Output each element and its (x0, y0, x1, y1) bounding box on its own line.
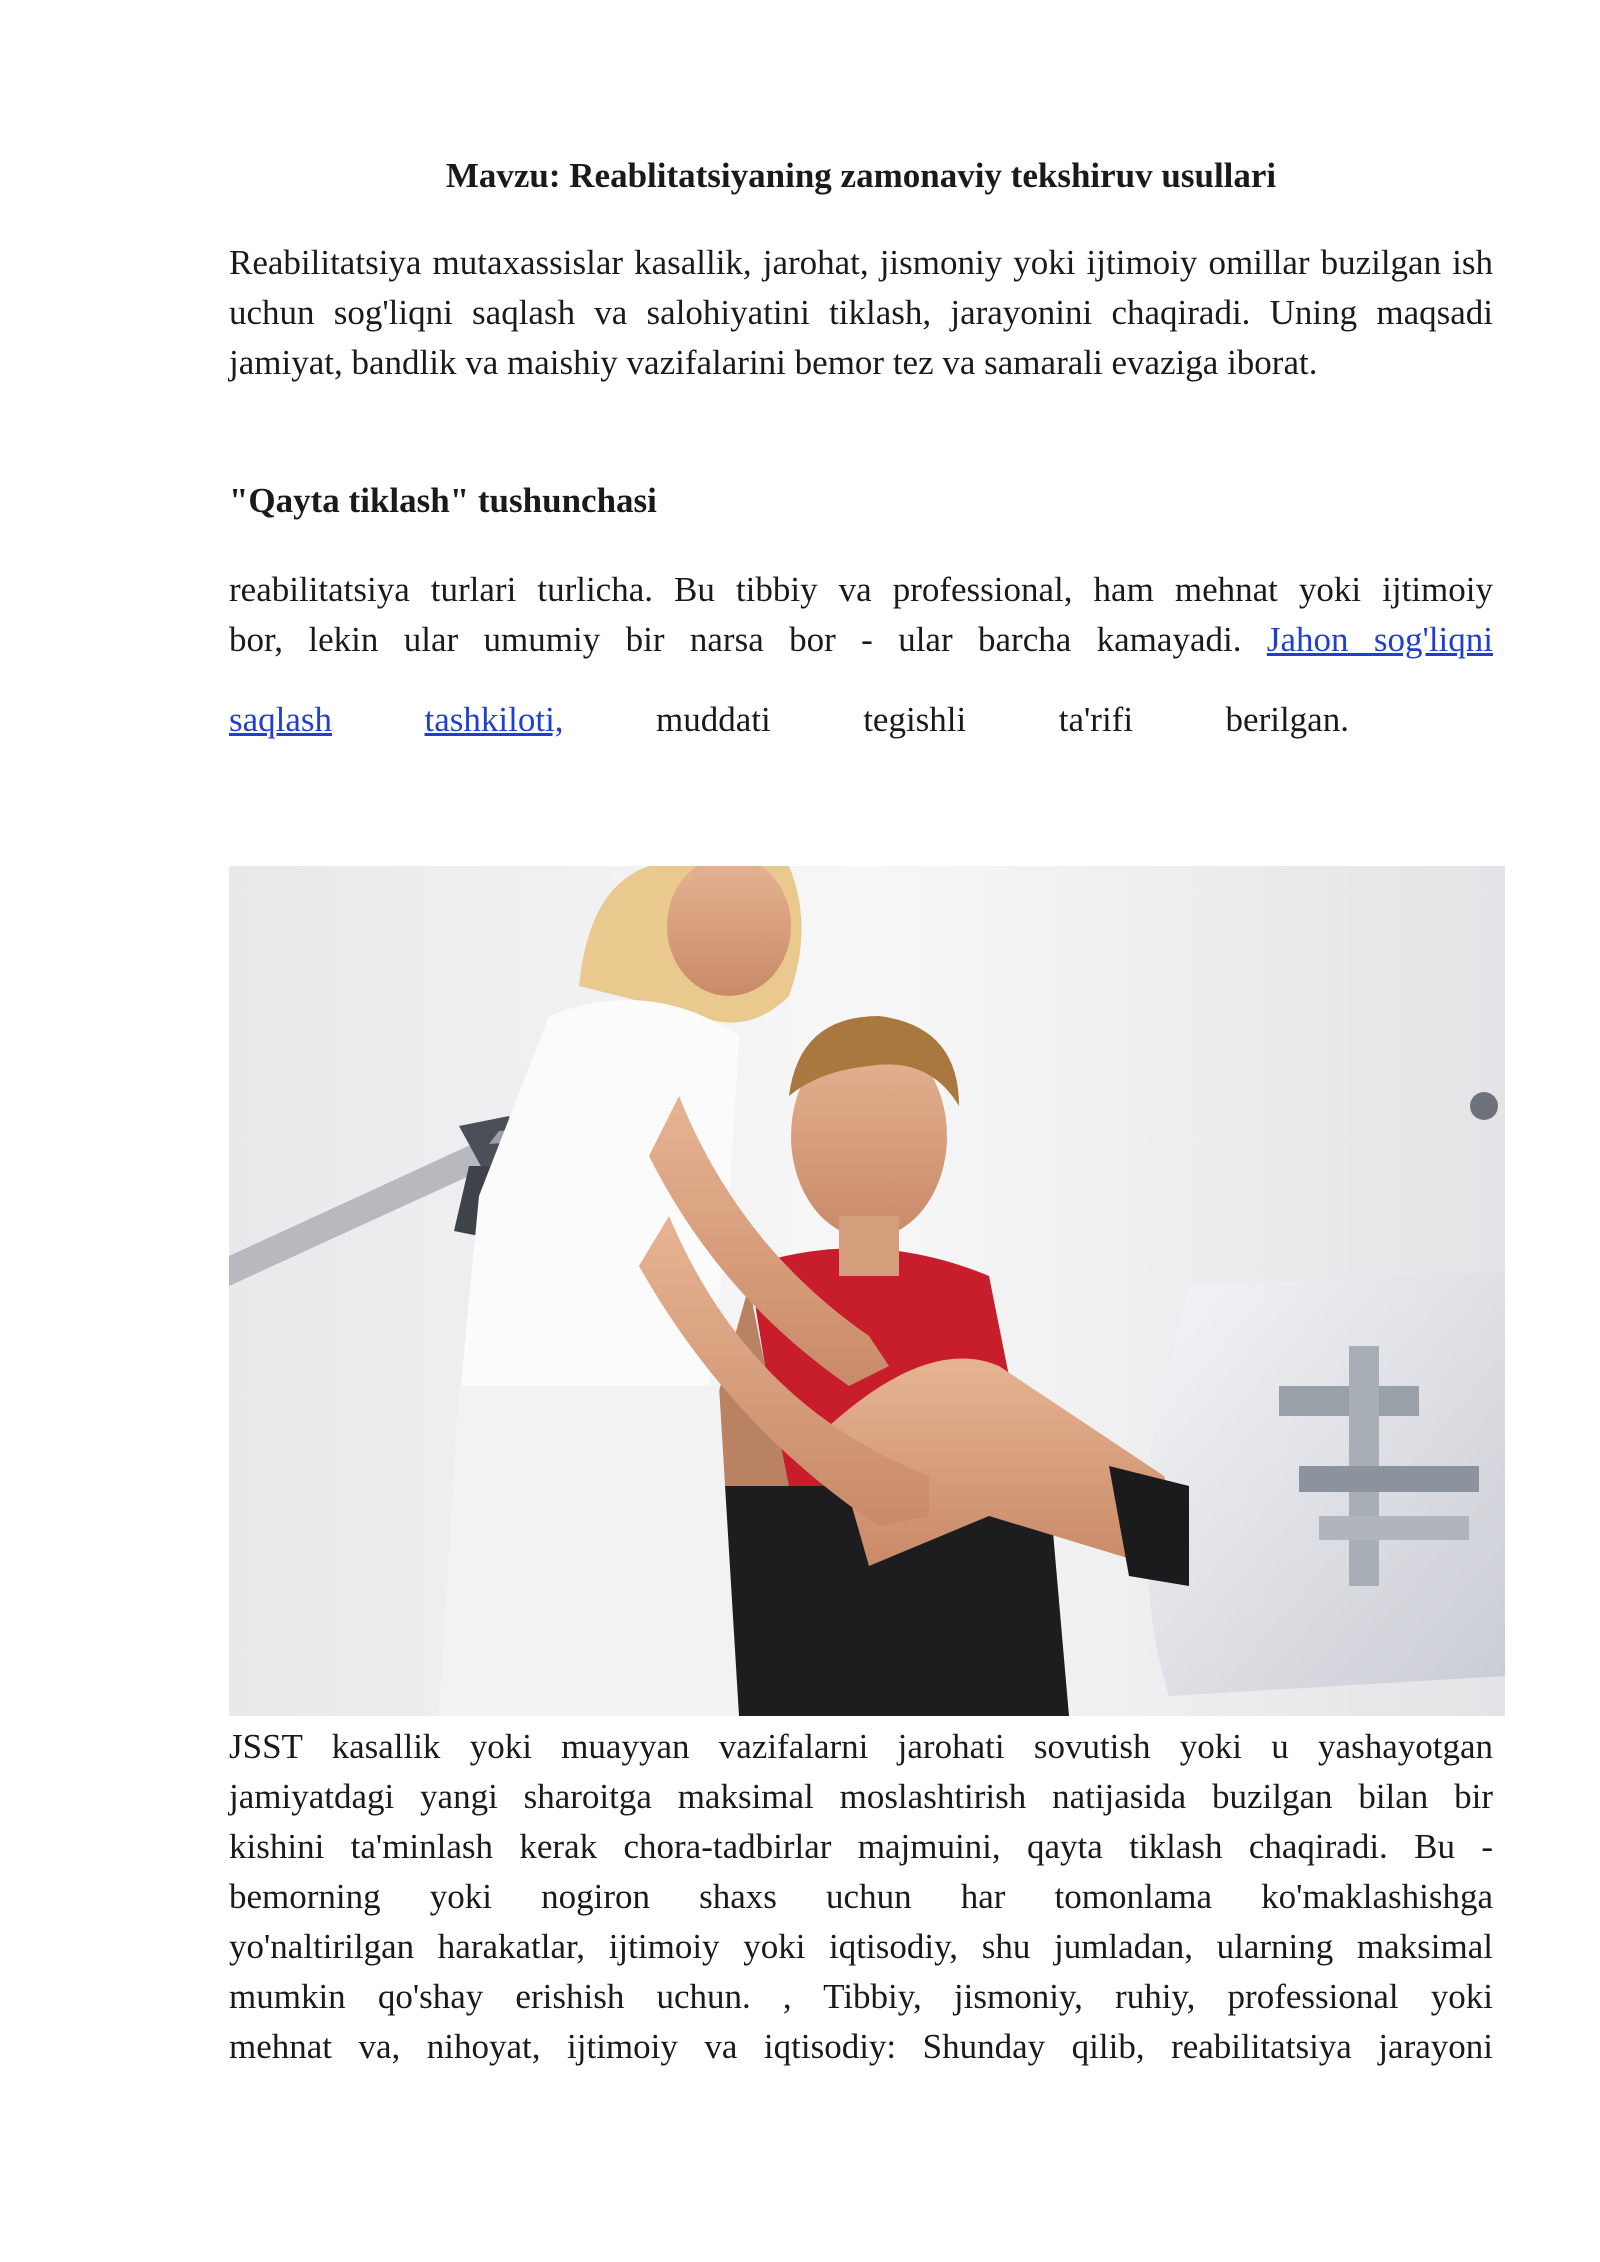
paragraph-line: reabilitatsiya turlari turlicha. Bu tibbiy va professional, ham mehnat yoki ijtimoiy (229, 570, 1493, 609)
paragraph-line: mehnat va, nihoyat, ijtimoiy va iqtisodiy: Shunday qilib, reabilitatsiya jarayoni (229, 2027, 1493, 2066)
paragraph-line: jamiyatdagi yangi sharoitga maksimal moslashtirish natijasida buzilgan bilan bir (229, 1777, 1493, 1816)
word: muddati (656, 700, 771, 739)
paragraph-line: mumkin qo'shay erishish uchun. , Tibbiy, jismoniy, ruhiy, professional yoki (229, 1977, 1493, 2016)
paragraph-line: yo'naltirilgan harakatlar, ijtimoiy yoki iqtisodiy, shu jumladan, ularning maksimal (229, 1927, 1493, 1966)
rehabilitation-photo (229, 866, 1505, 1716)
word: berilgan. (1225, 700, 1349, 739)
document-title: Mavzu: Reablitatsiyaning zamonaviy tekshiruv usullari (445, 156, 1277, 195)
paragraph-intro: Reabilitatsiya mutaxassislar kasallik, jarohat, jismoniy yoki ijtimoiy omillar buzilgan ish uchun sog'liqni saqlash va salohiyatini tiklash, jarayonini chaqiradi. Uning maqsadi jamiyat, bandlik va maishiy vazifalarini bemor tez va samarali evaziga iborat. (229, 243, 1493, 382)
paragraph-line: JSST kasallik yoki muayyan vazifalarni jarohati sovutish yoki u yashayotgan (229, 1727, 1493, 1766)
therapist-patient-illustration (229, 866, 1505, 1716)
paragraph-line (229, 615, 1493, 665)
who-link-tashkiloti[interactable]: tashkiloti, (424, 700, 564, 739)
paragraph-text: bor, lekin ular umumiy bir narsa bor - ular barcha kamayadi. (229, 620, 1242, 659)
section-heading: "Qayta tiklash" tushunchasi (229, 481, 657, 520)
word: tegishli (863, 700, 967, 739)
paragraph-line (229, 695, 1349, 745)
who-link[interactable]: Jahon sog'liqni (1266, 620, 1493, 659)
paragraph-who-definition (229, 1722, 1493, 2072)
word: ta'rifi (1058, 700, 1134, 739)
paragraph-line: bemorning yoki nogiron shaxs uchun har tomonlama ko'maklashishga (229, 1877, 1493, 1916)
paragraph-definition (229, 565, 1493, 745)
who-link-saqlash[interactable]: saqlash (229, 700, 333, 739)
paragraph-line: kishini ta'minlash kerak chora-tadbirlar majmuini, qayta tiklash chaqiradi. Bu - (229, 1827, 1493, 1866)
